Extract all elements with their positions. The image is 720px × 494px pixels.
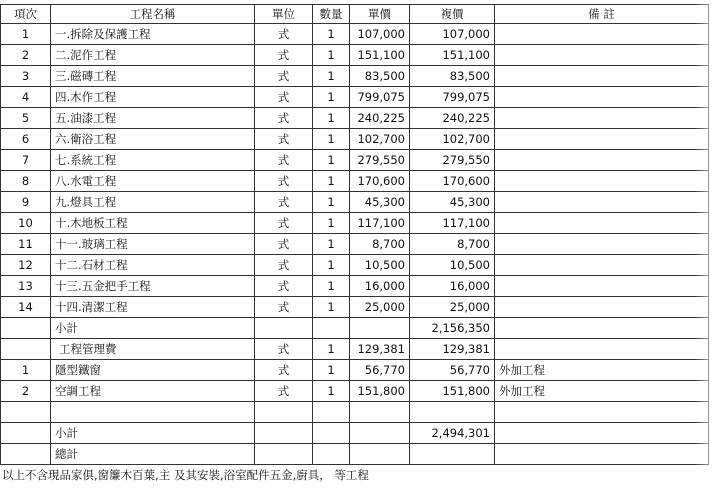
row-qty: 1 xyxy=(313,276,350,297)
row-no: 3 xyxy=(1,66,51,87)
row-qty: 1 xyxy=(313,255,350,276)
table-row xyxy=(1,255,709,276)
mgmt-qty: 1 xyxy=(313,339,350,360)
mgmt-total: 129,381 xyxy=(410,339,495,360)
row-qty: 1 xyxy=(313,192,350,213)
row-unit-price: 107,000 xyxy=(350,24,410,45)
row-no: 2 xyxy=(1,45,51,66)
row-qty: 1 xyxy=(313,150,350,171)
extra-row xyxy=(1,360,709,381)
row-no: 7 xyxy=(1,150,51,171)
header-remarks: 備 註 xyxy=(495,5,709,24)
header-unit-price: 單價 xyxy=(350,5,410,24)
row-no: 1 xyxy=(1,24,51,45)
row-unit-price: 25,000 xyxy=(350,297,410,318)
subtotal-label: 小計 xyxy=(51,423,255,444)
quotation-table xyxy=(0,4,709,465)
extra-unit-price: 56,770 xyxy=(350,360,410,381)
row-unit-price: 170,600 xyxy=(350,171,410,192)
row-remark xyxy=(495,171,709,192)
subtotal-row xyxy=(1,318,709,339)
row-remark xyxy=(495,108,709,129)
row-total: 279,550 xyxy=(410,150,495,171)
row-no: 8 xyxy=(1,171,51,192)
row-no: 6 xyxy=(1,129,51,150)
row-unit-price: 279,550 xyxy=(350,150,410,171)
row-unit: 式 xyxy=(255,297,313,318)
row-total: 170,600 xyxy=(410,171,495,192)
row-unit: 式 xyxy=(255,129,313,150)
table-row xyxy=(1,66,709,87)
row-total: 45,300 xyxy=(410,192,495,213)
row-name: 六.衛浴工程 xyxy=(51,129,255,150)
row-remark xyxy=(495,87,709,108)
grand-total-label: 總計 xyxy=(51,444,255,465)
row-total: 240,225 xyxy=(410,108,495,129)
row-name: 九.燈具工程 xyxy=(51,192,255,213)
row-qty: 1 xyxy=(313,87,350,108)
row-total: 107,000 xyxy=(410,24,495,45)
management-fee-row xyxy=(1,339,709,360)
row-remark xyxy=(495,24,709,45)
row-unit: 式 xyxy=(255,213,313,234)
row-remark xyxy=(495,234,709,255)
row-unit-price: 102,700 xyxy=(350,129,410,150)
extra-total: 151,800 xyxy=(410,381,495,402)
row-total: 799,075 xyxy=(410,87,495,108)
row-total: 102,700 xyxy=(410,129,495,150)
extra-unit: 式 xyxy=(255,381,313,402)
row-total: 25,000 xyxy=(410,297,495,318)
row-remark xyxy=(495,192,709,213)
extra-qty: 1 xyxy=(313,381,350,402)
extra-remark: 外加工程 xyxy=(495,381,709,402)
header-row xyxy=(1,5,709,24)
row-unit: 式 xyxy=(255,192,313,213)
extra-name: 空調工程 xyxy=(51,381,255,402)
row-qty: 1 xyxy=(313,129,350,150)
header-total-price: 複價 xyxy=(410,5,495,24)
extra-unit-price: 151,800 xyxy=(350,381,410,402)
row-total: 16,000 xyxy=(410,276,495,297)
row-qty: 1 xyxy=(313,234,350,255)
row-name: 三.磁磚工程 xyxy=(51,66,255,87)
row-name: 十一.玻璃工程 xyxy=(51,234,255,255)
row-no: 14 xyxy=(1,297,51,318)
header-unit: 單位 xyxy=(255,5,313,24)
row-unit: 式 xyxy=(255,234,313,255)
row-qty: 1 xyxy=(313,24,350,45)
row-remark xyxy=(495,213,709,234)
row-name: 十四.清潔工程 xyxy=(51,297,255,318)
row-remark xyxy=(495,255,709,276)
extra-unit: 式 xyxy=(255,360,313,381)
row-name: 一.拆除及保護工程 xyxy=(51,24,255,45)
extra-qty: 1 xyxy=(313,360,350,381)
row-qty: 1 xyxy=(313,171,350,192)
extra-remark: 外加工程 xyxy=(495,360,709,381)
table-row xyxy=(1,87,709,108)
table-row xyxy=(1,129,709,150)
row-unit-price: 240,225 xyxy=(350,108,410,129)
row-no: 4 xyxy=(1,87,51,108)
row-qty: 1 xyxy=(313,108,350,129)
row-total: 10,500 xyxy=(410,255,495,276)
row-remark xyxy=(495,45,709,66)
empty-row xyxy=(1,402,709,423)
row-no: 10 xyxy=(1,213,51,234)
row-name: 五.油漆工程 xyxy=(51,108,255,129)
row-name: 四.木作工程 xyxy=(51,87,255,108)
row-unit-price: 8,700 xyxy=(350,234,410,255)
row-unit-price: 16,000 xyxy=(350,276,410,297)
extra-row xyxy=(1,381,709,402)
row-unit: 式 xyxy=(255,24,313,45)
row-unit-price: 45,300 xyxy=(350,192,410,213)
row-unit: 式 xyxy=(255,255,313,276)
row-unit: 式 xyxy=(255,276,313,297)
footnote: 以上不含現品家俱,窗簾木百葉,主 及其安裝,浴室配件五金,廚具， 等工程 xyxy=(2,468,369,482)
row-unit: 式 xyxy=(255,108,313,129)
mgmt-unit: 式 xyxy=(255,339,313,360)
row-qty: 1 xyxy=(313,66,350,87)
extra-name: 隱型鐵窗 xyxy=(51,360,255,381)
row-total: 8,700 xyxy=(410,234,495,255)
table-row xyxy=(1,24,709,45)
row-remark xyxy=(495,297,709,318)
row-unit-price: 83,500 xyxy=(350,66,410,87)
table-row xyxy=(1,171,709,192)
row-no: 5 xyxy=(1,108,51,129)
extra-no: 1 xyxy=(1,360,51,381)
row-unit: 式 xyxy=(255,66,313,87)
row-total: 151,100 xyxy=(410,45,495,66)
row-remark xyxy=(495,276,709,297)
row-no: 12 xyxy=(1,255,51,276)
row-no: 11 xyxy=(1,234,51,255)
row-unit: 式 xyxy=(255,87,313,108)
subtotal-label: 小計 xyxy=(51,318,255,339)
row-name: 八.水電工程 xyxy=(51,171,255,192)
header-qty: 數量 xyxy=(313,5,350,24)
table-row xyxy=(1,297,709,318)
extra-total: 56,770 xyxy=(410,360,495,381)
mgmt-name: 工程管理費 xyxy=(51,339,255,360)
row-qty: 1 xyxy=(313,297,350,318)
row-total: 117,100 xyxy=(410,213,495,234)
row-name: 十三.五金把手工程 xyxy=(51,276,255,297)
row-remark xyxy=(495,129,709,150)
row-total: 83,500 xyxy=(410,66,495,87)
subtotal-value: 2,494,301 xyxy=(410,423,495,444)
row-qty: 1 xyxy=(313,45,350,66)
table-row xyxy=(1,276,709,297)
table-row xyxy=(1,108,709,129)
row-unit-price: 799,075 xyxy=(350,87,410,108)
extra-no: 2 xyxy=(1,381,51,402)
row-name: 十二.石材工程 xyxy=(51,255,255,276)
row-unit-price: 117,100 xyxy=(350,213,410,234)
header-name: 工程名稱 xyxy=(51,5,255,24)
row-remark xyxy=(495,150,709,171)
subtotal-row xyxy=(1,423,709,444)
row-name: 七.系統工程 xyxy=(51,150,255,171)
row-unit: 式 xyxy=(255,150,313,171)
row-name: 十.木地板工程 xyxy=(51,213,255,234)
row-unit: 式 xyxy=(255,171,313,192)
row-unit-price: 151,100 xyxy=(350,45,410,66)
row-unit-price: 10,500 xyxy=(350,255,410,276)
row-name: 二.泥作工程 xyxy=(51,45,255,66)
row-remark xyxy=(495,66,709,87)
table-row xyxy=(1,234,709,255)
table-row xyxy=(1,45,709,66)
row-qty: 1 xyxy=(313,213,350,234)
table-row xyxy=(1,213,709,234)
table-row xyxy=(1,192,709,213)
table-row xyxy=(1,150,709,171)
mgmt-unit-price: 129,381 xyxy=(350,339,410,360)
header-item-no: 項次 xyxy=(1,5,51,24)
grand-total-row xyxy=(1,444,709,465)
row-unit: 式 xyxy=(255,45,313,66)
row-no: 13 xyxy=(1,276,51,297)
subtotal-value: 2,156,350 xyxy=(410,318,495,339)
row-no: 9 xyxy=(1,192,51,213)
